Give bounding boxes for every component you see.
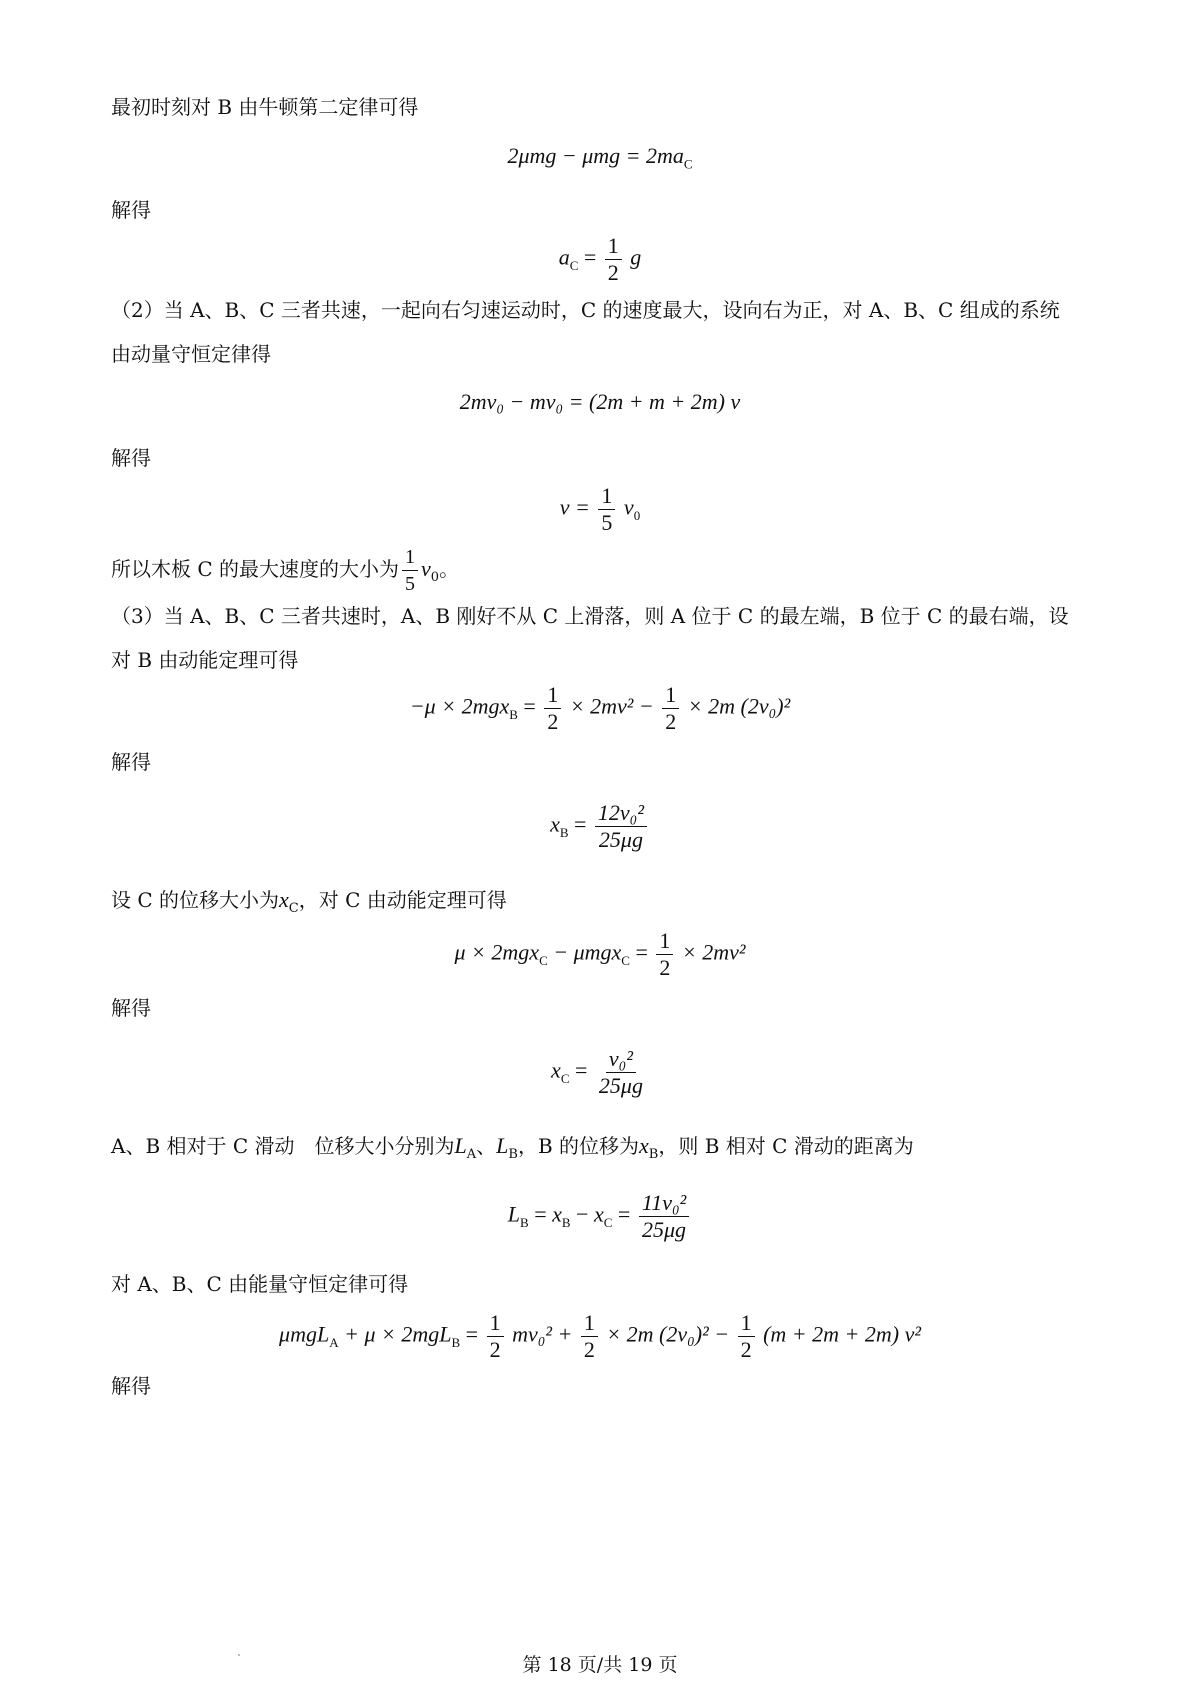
eq-sub: A xyxy=(466,1147,477,1162)
eq-text: L xyxy=(454,1133,467,1158)
frac-num: 1 xyxy=(487,1310,504,1337)
frac-num: 1 xyxy=(656,928,673,955)
eq-text: L xyxy=(507,1201,521,1227)
eq-sub: B xyxy=(561,1214,571,1230)
fraction xyxy=(639,1190,689,1243)
equation-momentum: 2mv₀ − mv₀ = (2m + m + 2m) v xyxy=(459,389,741,414)
text-jiede: 解得 xyxy=(111,446,151,470)
frac-num: 1 xyxy=(402,544,418,571)
text-jiede: 解得 xyxy=(111,1374,151,1398)
eq-text: x xyxy=(552,1201,562,1227)
frac-den: 25μg xyxy=(598,1073,643,1098)
eq-sub: B xyxy=(559,824,569,840)
eq-sub: B xyxy=(509,706,518,722)
eq-sub: B xyxy=(520,1214,529,1230)
fraction xyxy=(487,1310,504,1363)
fraction xyxy=(595,800,647,853)
eq-sub: C xyxy=(560,1070,570,1086)
equation-ac xyxy=(0,233,1200,286)
equation-energy xyxy=(0,1310,1200,1363)
equation-v xyxy=(0,483,1200,536)
page-footer: 第 18 页/共 19 页 xyxy=(522,1654,678,1676)
eq-equals: = xyxy=(617,1201,631,1227)
eq-sub: B xyxy=(451,1334,461,1350)
eq-text: x xyxy=(639,1133,649,1158)
eq-sub: C xyxy=(603,1214,613,1230)
eq-text: (m + 2m + 2m) v² xyxy=(763,1321,921,1347)
frac-den: 2 xyxy=(489,1337,501,1362)
eq-sub: 0 xyxy=(633,507,641,523)
eq-text: v xyxy=(421,556,431,581)
eq-sub: C xyxy=(288,901,299,916)
eq-text: μ × 2mgx xyxy=(454,939,540,965)
fraction xyxy=(605,233,622,286)
eq-equals: = xyxy=(465,1321,479,1347)
eq-text: L xyxy=(496,1133,509,1158)
eq-text: x xyxy=(551,1057,561,1083)
fraction xyxy=(581,1310,598,1363)
frac-num: v₀² xyxy=(606,1046,636,1073)
text-xc-intro xyxy=(111,886,507,923)
eq-text: + μ × 2mgL xyxy=(344,1321,452,1347)
frac-den: 2 xyxy=(547,709,559,734)
frac-num: 1 xyxy=(544,682,561,709)
frac-num: 1 xyxy=(598,483,615,510)
eq-text: × 2m (2v₀)² xyxy=(687,693,791,719)
frac-num: 12v₀² xyxy=(595,800,647,827)
eq-text: g xyxy=(630,244,642,270)
eq-sub: C xyxy=(683,156,693,172)
text-jiede: 解得 xyxy=(111,996,151,1020)
text-span: ，对 C 由动能定理可得 xyxy=(298,888,507,912)
eq-sub: C xyxy=(569,257,579,273)
equation-xc xyxy=(0,1046,1200,1099)
fraction xyxy=(656,928,673,981)
frac-num: 11v₀² xyxy=(639,1190,689,1217)
text-vmax xyxy=(111,542,459,605)
text-span: 设 C 的位移大小为 xyxy=(111,888,280,912)
eq-text: v xyxy=(623,494,634,520)
eq-text: −μ × 2mgx xyxy=(409,693,510,719)
eq-text: × 2mv² − xyxy=(569,693,654,719)
equation-work-energy-b xyxy=(0,682,1200,735)
fraction xyxy=(598,483,615,536)
frac-den: 2 xyxy=(607,260,619,285)
fraction xyxy=(402,544,418,597)
text-line: （3）当 A、B、C 三者共速时，A、B 刚好不从 C 上滑落，则 A 位于 C 的最左端，B 位于 C 的最右端，设 xyxy=(111,604,1069,628)
eq-text: μmgL xyxy=(279,1321,330,1347)
frac-den: 5 xyxy=(405,573,416,595)
eq-text: x xyxy=(550,811,560,837)
frac-den: 25μg xyxy=(642,1217,687,1242)
eq-text: mv₀² + xyxy=(512,1321,573,1347)
fraction xyxy=(596,1046,646,1099)
eq-equals: = xyxy=(574,811,587,837)
frac-den: 25μg xyxy=(598,827,643,852)
eq-sub: C xyxy=(539,952,548,968)
fraction xyxy=(662,682,679,735)
fraction xyxy=(544,682,561,735)
eq-text: × 2m (2v₀)² − xyxy=(606,1321,730,1347)
eq-text: − μmgx xyxy=(553,939,622,965)
text-span: 。 xyxy=(439,557,460,581)
eq-text: 2μmg − μmg = 2ma xyxy=(507,143,684,168)
eq-sub: B xyxy=(648,1147,659,1162)
text-span: 、 xyxy=(476,1134,497,1158)
equation-work-energy-c xyxy=(0,928,1200,981)
eq-text: a xyxy=(558,244,570,270)
eq-equals: = xyxy=(574,1057,588,1083)
eq-equals: = xyxy=(534,1201,547,1227)
eq-equals: = xyxy=(583,244,597,270)
frac-den: 2 xyxy=(665,709,677,734)
frac-den: 5 xyxy=(601,510,613,535)
text-line: 最初时刻对 B 由牛顿第二定律可得 xyxy=(111,95,419,119)
frac-num: 1 xyxy=(738,1310,755,1337)
frac-num: 1 xyxy=(581,1310,598,1337)
equation-newton-b xyxy=(0,143,1200,172)
eq-sub: B xyxy=(508,1147,518,1162)
frac-num: 1 xyxy=(605,233,622,260)
text-span: 所以木板 C 的最大速度的大小为 xyxy=(111,557,400,581)
text-span: ，则 B 相对 C 滑动的距离为 xyxy=(658,1134,914,1158)
text-span: ，B 的位移为 xyxy=(517,1134,640,1158)
frac-den: 2 xyxy=(583,1337,595,1362)
text-span: A、B 相对于 C 滑动 位移大小分别为 xyxy=(111,1134,455,1158)
equation-xb xyxy=(0,800,1200,853)
frac-den: 2 xyxy=(659,955,671,980)
frac-num: 1 xyxy=(662,682,679,709)
text-line: 由动量守恒定律得 xyxy=(111,342,271,366)
text-jiede: 解得 xyxy=(111,198,151,222)
eq-text: v = xyxy=(559,494,590,520)
text-relative xyxy=(111,1132,914,1169)
text-line: 对 A、B、C 由能量守恒定律可得 xyxy=(111,1272,409,1296)
eq-text: × 2mv² xyxy=(681,939,746,965)
text-line: 对 B 由动能定理可得 xyxy=(111,648,299,672)
equation-lb: $L_B = x_B - x_C$ = $\frac{\text{11v₀²}}{25\mu g}$ xyxy=(0,1190,1200,1243)
eq-sub: 0 xyxy=(430,570,440,585)
text-line: （2）当 A、B、C 三者共速，一起向右匀速运动时，C 的速度最大，设向右为正，对 A、B、C 组成的系统 xyxy=(111,298,1060,322)
eq-sub: C xyxy=(621,952,630,968)
eq-equals: = xyxy=(635,939,648,965)
eq-equals: = xyxy=(523,693,536,719)
eq-sub: A xyxy=(329,1334,339,1350)
eq-text: x xyxy=(593,1201,604,1227)
text-jiede: 解得 xyxy=(111,750,151,774)
fraction xyxy=(738,1310,755,1363)
frac-den: 2 xyxy=(740,1337,752,1362)
eq-text: x xyxy=(279,887,289,912)
